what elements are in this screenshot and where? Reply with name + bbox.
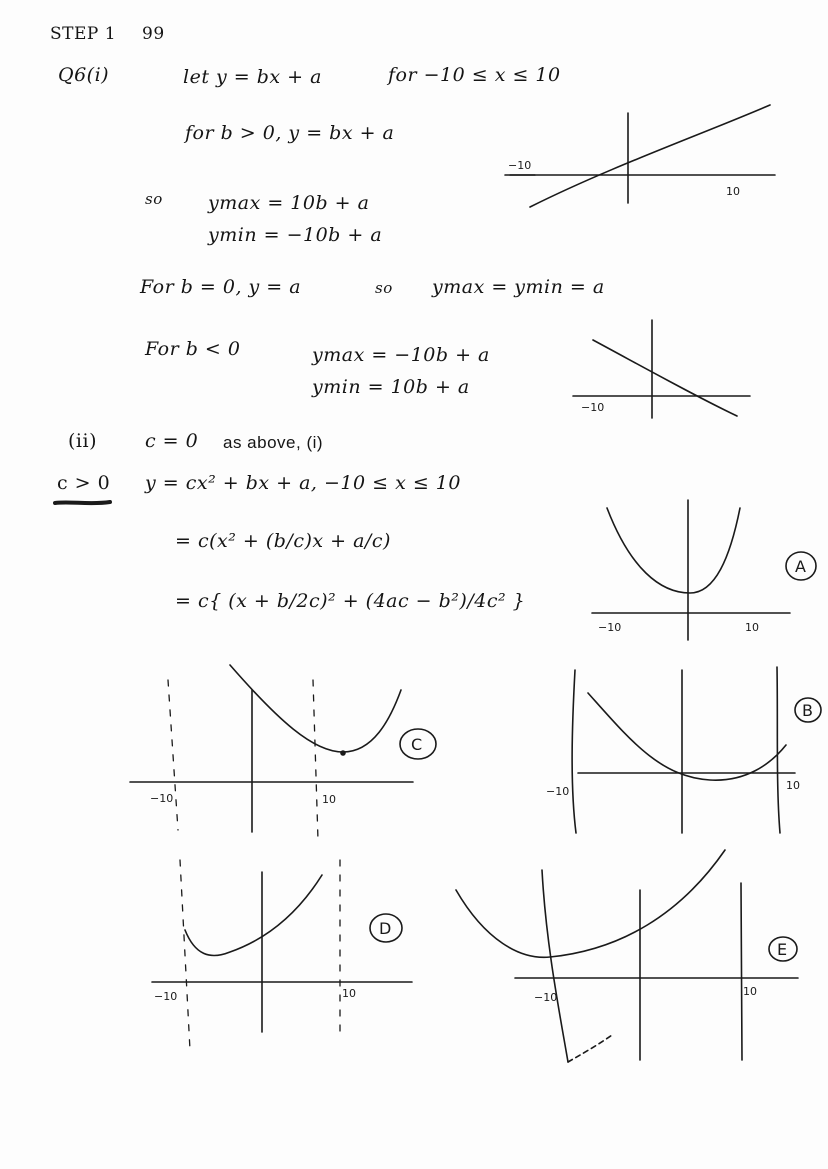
label-a: A: [795, 557, 806, 576]
c-zero: c = 0: [145, 430, 199, 452]
so-label-2: so: [375, 279, 393, 297]
part-i-let: let y = bx + a: [183, 66, 322, 88]
ymin-negative: ymin = 10b + a: [312, 376, 470, 398]
eq-line-3: = c{ (x + b/2c)² + (4ac − b²)/4c² }: [175, 590, 526, 612]
parabola-c: [230, 665, 401, 752]
graph-c: [128, 660, 448, 845]
parabola-a: [607, 508, 740, 593]
tick-neg10: −10: [598, 621, 622, 634]
tick-pos10: 10: [726, 185, 740, 198]
eq-line-2: = c(x² + (b/c)x + a/c): [175, 530, 391, 552]
tick-neg10: −10: [581, 401, 605, 414]
part-i-label: Q6(i): [58, 64, 110, 86]
parabola-d: [185, 875, 322, 956]
zero-result: ymax = ymin = a: [432, 276, 605, 298]
part-ii-label: (ii): [68, 430, 97, 452]
graph-line-positive: [500, 105, 790, 215]
right-bound: [777, 667, 780, 833]
label-e: E: [777, 940, 788, 959]
ymin-positive: ymin = −10b + a: [208, 224, 383, 246]
graph-b: [540, 665, 825, 840]
tick-pos10: 10: [786, 779, 800, 792]
ymax-negative: ymax = −10b + a: [312, 344, 490, 366]
as-above-note: as above, (i): [223, 433, 324, 452]
vertex-dot: [340, 750, 346, 756]
tick-neg10: −10: [508, 159, 532, 172]
parabola-e-tail: [568, 1035, 612, 1062]
c-positive-underline: [50, 496, 120, 510]
c-positive-label: c > 0: [57, 472, 111, 494]
part-i-domain: for −10 ≤ x ≤ 10: [388, 64, 561, 86]
tick-neg10: −10: [154, 990, 178, 1003]
left-bound: [572, 670, 576, 833]
line-curve: [593, 340, 737, 416]
parabola-e: [456, 850, 725, 957]
label-b: B: [802, 701, 813, 720]
case-b-positive: for b > 0, y = bx + a: [185, 122, 395, 144]
graph-e: [450, 845, 810, 1070]
label-d: D: [379, 919, 392, 938]
graph-line-negative: [565, 318, 755, 423]
so-label: so: [145, 190, 163, 208]
ymax-positive: ymax = 10b + a: [208, 192, 370, 214]
header-year: 99: [142, 24, 165, 44]
tick-neg10: −10: [546, 785, 570, 798]
right-bound: [741, 883, 742, 1060]
left-bound: [542, 870, 568, 1062]
tick-neg10: −10: [150, 792, 174, 805]
parabola-b: [588, 693, 786, 780]
tick-pos10: 10: [342, 987, 356, 1000]
eq-line-1: y = cx² + bx + a, −10 ≤ x ≤ 10: [145, 472, 461, 494]
case-b-negative: For b < 0: [145, 338, 241, 360]
tick-pos10: 10: [745, 621, 759, 634]
tick-neg10: −10: [534, 991, 558, 1004]
graph-d: [150, 860, 420, 1055]
graph-a: [590, 498, 820, 643]
label-c: C: [411, 735, 423, 754]
case-b-zero: For b = 0, y = a: [140, 276, 302, 298]
tick-pos10: 10: [743, 985, 757, 998]
header-step: STEP 1: [50, 24, 117, 44]
tick-pos10: 10: [322, 793, 336, 806]
